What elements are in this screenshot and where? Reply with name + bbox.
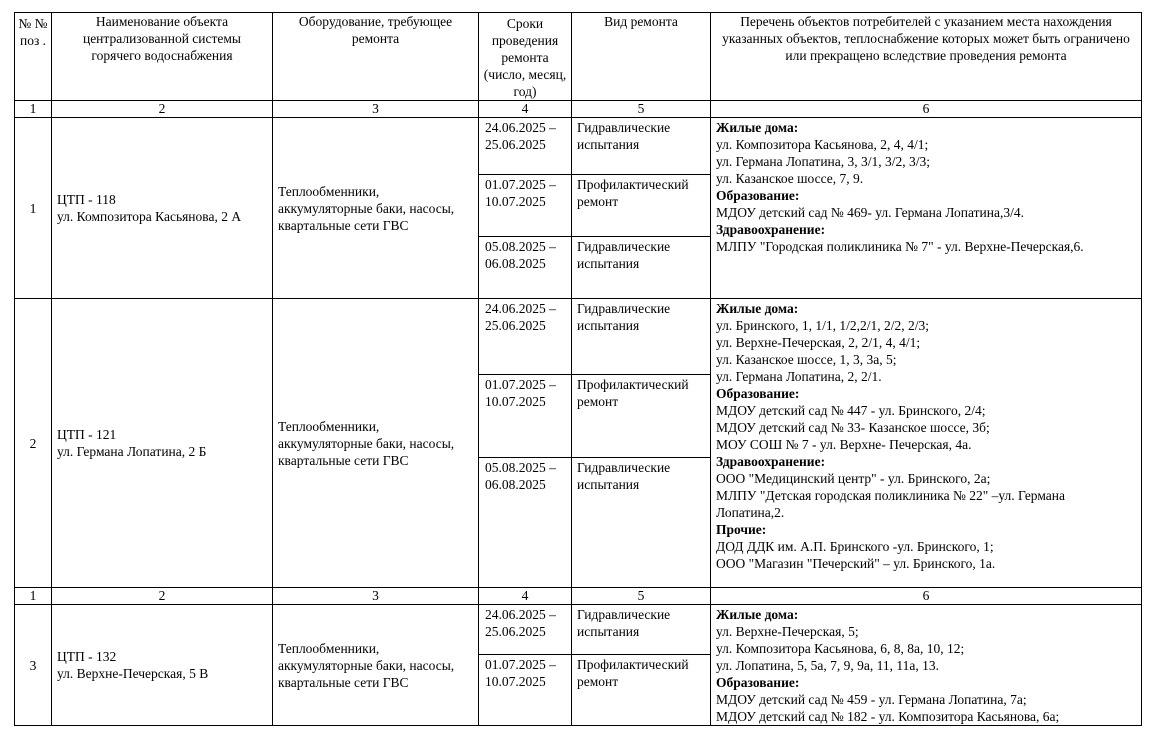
consumer-line: ул. Германа Лопатина, 2, 2/1. (716, 369, 882, 384)
consumer-category: Образование: (716, 386, 800, 401)
date-line: 10.07.2025 (485, 674, 546, 690)
header-consumers: Перечень объектов потребителей с указанием места нахождения указанных объектов, теплоснабжение которых может быть ограничено или прекращено вследствие проведения ремонта (711, 13, 1142, 101)
object-line: ул. Композитора Касьянова, 2 А (57, 209, 242, 224)
column-number: 4 (479, 101, 572, 118)
column-number-row (15, 588, 1142, 605)
repair-type (572, 375, 711, 458)
column-number: 3 (273, 588, 479, 605)
repair-dates (479, 655, 572, 726)
repair-type (572, 655, 711, 726)
type-line: Гидравлические (577, 301, 671, 316)
column-number: 1 (15, 101, 52, 118)
repair-type (572, 118, 711, 175)
repair-dates (479, 605, 572, 655)
object-line: ул. Верхне-Печерская, 5 В (57, 666, 209, 681)
date-line: 06.08.2025 (485, 256, 546, 271)
consumer-line: ул. Верхне-Печерская, 5; (716, 624, 859, 639)
position-number: 1 (15, 118, 52, 299)
date-line: 10.07.2025 (485, 194, 546, 209)
column-number: 4 (479, 588, 572, 605)
date-line: 25.06.2025 (485, 624, 546, 639)
column-number: 5 (572, 588, 711, 605)
consumer-list (711, 299, 1142, 588)
type-line: испытания (577, 624, 640, 639)
consumer-line: МОУ СОШ № 7 - ул. Верхне- Печерская, 4а. (716, 437, 972, 452)
header-equipment: Оборудование, требующее ремонта (273, 13, 479, 101)
equipment: Теплообменники, аккумуляторные баки, насосы, квартальные сети ГВС (273, 118, 479, 299)
type-line: испытания (577, 256, 640, 271)
consumer-category: Здравоохранение: (716, 222, 826, 237)
consumer-line: ул. Композитора Касьянова, 6, 8, 8а, 10, 12; (716, 641, 965, 656)
consumer-category: Жилые дома: (716, 120, 799, 135)
type-line: Гидравлические (577, 607, 671, 622)
consumer-line: МДОУ детский сад № 33- Казанское шоссе, 3б; (716, 420, 990, 435)
date-line: 01.07.2025 – (485, 657, 556, 673)
date-line: 01.07.2025 – (485, 377, 556, 392)
date-line: 25.06.2025 (485, 137, 546, 152)
object-line: ул. Германа Лопатина, 2 Б (57, 444, 207, 459)
repair-dates (479, 175, 572, 237)
consumer-line: МЛПУ "Детская городская поликлиника № 22" –ул. Германа (716, 488, 1066, 503)
repair-type (572, 237, 711, 299)
repair-type (572, 175, 711, 237)
date-line: 24.06.2025 – (485, 301, 556, 316)
table-row (15, 299, 1142, 375)
type-line: Профилактический (577, 377, 689, 392)
repair-type (572, 299, 711, 375)
equipment: Теплообменники, аккумуляторные баки, насосы, квартальные сети ГВС (273, 605, 479, 726)
consumer-line: ул. Казанское шоссе, 7, 9. (716, 171, 864, 186)
date-line: 01.07.2025 – (485, 177, 556, 192)
position-number: 3 (15, 605, 52, 726)
consumer-line: ул. Германа Лопатина, 3, 3/1, 3/2, 3/3; (716, 154, 931, 169)
column-number: 3 (273, 101, 479, 118)
repair-schedule-table (14, 12, 1142, 726)
consumer-category: Образование: (716, 188, 800, 203)
consumer-line: ул. Казанское шоссе, 1, 3, 3а, 5; (716, 352, 897, 367)
column-number: 1 (15, 588, 52, 605)
date-line: 05.08.2025 – (485, 239, 556, 254)
consumer-category: Образование: (716, 675, 800, 690)
repair-dates (479, 299, 572, 375)
type-line: испытания (577, 137, 640, 152)
repair-dates (479, 237, 572, 299)
consumer-category: Жилые дома: (716, 607, 799, 622)
column-number: 6 (711, 588, 1142, 605)
header-pos: № № поз . (15, 13, 52, 101)
object-line: ЦТП - 132 (57, 649, 117, 664)
header-repair-type: Вид ремонта (572, 13, 711, 101)
consumer-category: Прочие: (716, 522, 767, 537)
table-row (15, 118, 1142, 175)
date-line: 06.08.2025 (485, 477, 546, 492)
type-line: Гидравлические (577, 460, 671, 475)
type-line: ремонт (577, 394, 619, 409)
date-line: 24.06.2025 – (485, 120, 556, 135)
consumer-category: Жилые дома: (716, 301, 799, 316)
type-line: Гидравлические (577, 120, 671, 135)
type-line: ремонт (577, 674, 619, 690)
consumer-line: МЛПУ "Городская поликлиника № 7" - ул. Верхне-Печерская,6. (716, 239, 1084, 254)
consumer-line: МДОУ детский сад № 447 - ул. Бринского, 2/4; (716, 403, 986, 418)
consumer-category: Здравоохранение: (716, 454, 826, 469)
column-number: 2 (52, 588, 273, 605)
table-row (15, 605, 1142, 655)
column-number: 2 (52, 101, 273, 118)
consumer-line: ул. Композитора Касьянова, 2, 4, 4/1; (716, 137, 929, 152)
date-line: 24.06.2025 – (485, 607, 556, 622)
consumer-line: МДОУ детский сад № 182 - ул. Композитора Касьянова, 6а; (716, 709, 1060, 724)
consumer-line: ул. Верхне-Печерская, 2, 2/1, 4, 4/1; (716, 335, 921, 350)
type-line: испытания (577, 477, 640, 492)
consumer-line: ул. Бринского, 1, 1/1, 1/2,2/1, 2/2, 2/3; (716, 318, 930, 333)
header-dates: Сроки проведения ремонта (число, месяц, год) (479, 13, 572, 101)
object-line: ЦТП - 118 (57, 192, 116, 207)
repair-type (572, 605, 711, 655)
object-name (52, 118, 273, 299)
column-number: 5 (572, 101, 711, 118)
type-line: ремонт (577, 194, 619, 209)
consumer-line: Лопатина,2. (716, 505, 785, 520)
consumer-line: ООО "Магазин "Печерский" – ул. Бринского, 1а. (716, 556, 996, 571)
object-name (52, 605, 273, 726)
consumer-list (711, 605, 1142, 726)
repair-dates (479, 118, 572, 175)
type-line: испытания (577, 318, 640, 333)
repair-dates (479, 458, 572, 588)
repair-dates (479, 375, 572, 458)
consumer-line: МДОУ детский сад № 459 - ул. Германа Лопатина, 7а; (716, 692, 1027, 707)
type-line: Гидравлические (577, 239, 671, 254)
consumer-line: МДОУ детский сад № 469- ул. Германа Лопатина,3/4. (716, 205, 1024, 220)
type-line: Профилактический (577, 657, 689, 673)
header-object: Наименование объекта централизованной системы горячего водоснабжения (52, 13, 273, 101)
column-number-row (15, 101, 1142, 118)
header-row (15, 13, 1142, 101)
column-number: 6 (711, 101, 1142, 118)
date-line: 25.06.2025 (485, 318, 546, 333)
consumer-list (711, 118, 1142, 299)
object-name (52, 299, 273, 588)
consumer-line: ул. Лопатина, 5, 5а, 7, 9, 9а, 11, 11а, 13. (716, 658, 940, 673)
consumer-line: ООО "Медицинский центр" - ул. Бринского, 2а; (716, 471, 991, 486)
consumer-line: ДОД ДДК им. А.П. Бринского -ул. Бринского, 1; (716, 539, 994, 554)
position-number: 2 (15, 299, 52, 588)
date-line: 10.07.2025 (485, 394, 546, 409)
repair-type (572, 458, 711, 588)
equipment: Теплообменники, аккумуляторные баки, насосы, квартальные сети ГВС (273, 299, 479, 588)
object-line: ЦТП - 121 (57, 427, 117, 442)
type-line: Профилактический (577, 177, 689, 192)
date-line: 05.08.2025 – (485, 460, 556, 475)
